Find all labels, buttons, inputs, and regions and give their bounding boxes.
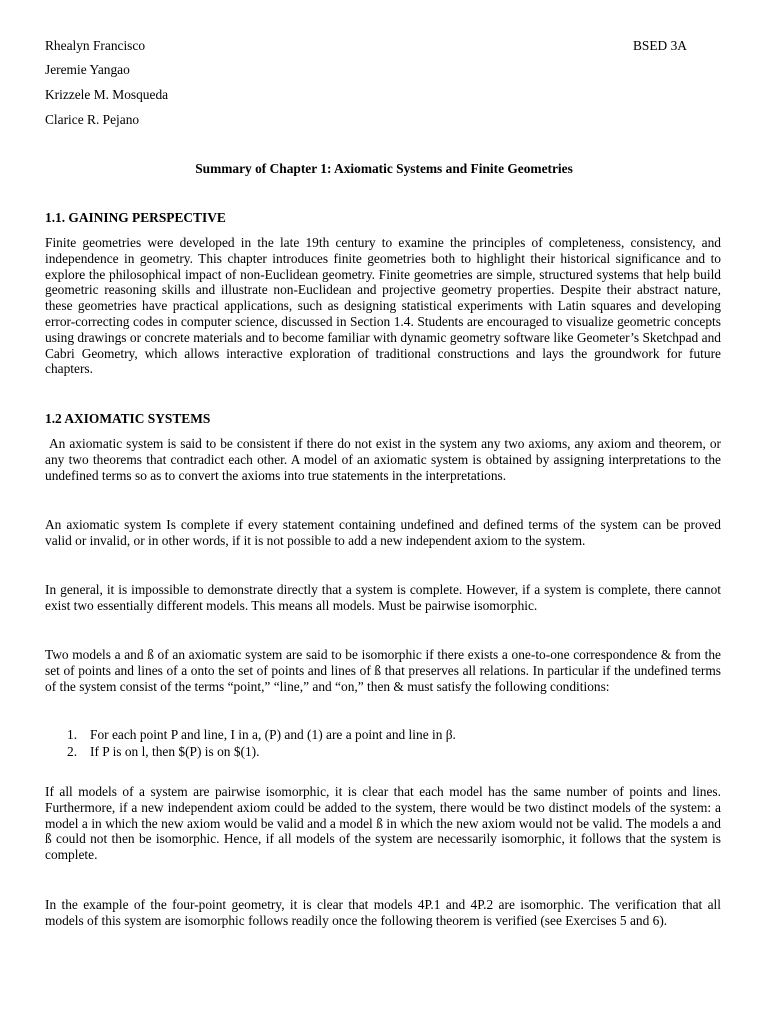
author-name: Jeremie Yangao: [45, 62, 130, 77]
paragraph-consistency: An axiomatic system is said to be consistent if there do not exist in the system any two axioms, any axiom and theorem, or any two theorems that contradict each other. A model of an axiomatic system is obtained by assigning interpretations to the undefined terms so as to convert the axioms into true statements in the interpretations.: [45, 436, 725, 483]
list-number: 2.: [67, 743, 78, 759]
list-number: 1.: [67, 727, 78, 742]
section-heading-axiomatic-systems: 1.2 AXIOMATIC SYSTEMS: [45, 411, 211, 426]
document-title: Summary of Chapter 1: Axiomatic Systems and Finite Geometries: [195, 161, 573, 176]
author-name: Clarice R. Pejano: [45, 112, 140, 127]
author-name: Rhealyn Francisco: [45, 38, 146, 53]
paragraph-four-point-geometry: In the example of the four-point geometry, it is clear that models 4P.1 and 4P.2 are isomorphic. The verification that all models of this system are isomorphic follows readily once the following theorem is verified (see Exercises 5 and 6).: [45, 897, 721, 928]
paragraph-isomorphic-definition: Two models a and ß of an axiomatic system are said to be isomorphic if there exists a one-to-one correspondence & from the set of points and lines of a onto the set of points and lines of ß that preserves all relations. In particular if the undefined terms of the system consist of the terms “point,” “line,” and “on,” then & must satisfy the following conditions:: [45, 647, 721, 694]
class-section: BSED 3A: [633, 38, 687, 53]
conditions-list: [45, 727, 721, 760]
list-item: [45, 744, 721, 761]
paragraph-completeness: An axiomatic system Is complete if every statement containing undefined and defined terms of the system can be proved valid or invalid, or in other words, if it is not possible to add a new independent axiom to the system.: [45, 517, 721, 548]
paragraph-gaining-perspective: Finite geometries were developed in the late 19th century to examine the principles of completeness, consistency, and independence in geometry. This chapter introduces finite geometries both to highlight their historical significance and to explore the philosophical impact of non-Euclidean geometry. Finite geometries are simple, structured systems that help build geometric reasoning skills and illustrate non-Euclidean and projective geometry properties. Despite their abstract nature, these geometries have practical applications, such as designing statistical experiments with Latin squares and developing error-correcting codes in computer science, discussed in Section 1.4. Students are encouraged to visualize geometric concepts using drawings or concrete materials and to become familiar with dynamic geometry software like Geometer’s Sketchpad and Cabri Geometry, which allows interactive exploration of traditional constructions and lays the groundwork for future chapters.: [45, 235, 721, 377]
paragraph-pairwise-isomorphic: In general, it is impossible to demonstrate directly that a system is complete. However, if a system is complete, there cannot exist two essentially different models. This means all models. Must be pairwise isomorphic.: [45, 582, 721, 613]
section-heading-gaining-perspective: 1.1. GAINING PERSPECTIVE: [45, 210, 226, 225]
list-item-text: If P is on l, then $(P) is on $(1).: [90, 743, 260, 759]
paragraph-model-count: If all models of a system are pairwise isomorphic, it is clear that each model has the same number of points and lines. Furthermore, if a new independent axiom could be added to the system, there would be two distinct models of the system: a model a in which the new axiom would be valid and a model ß in which the new axiom would not be valid. The models a and ß could not then be isomorphic. Hence, if all models of the system are necessarily isomorphic, it follows that the system is complete.: [45, 784, 721, 863]
author-name: Krizzele M. Mosqueda: [45, 87, 169, 102]
list-item-text: For each point P and line, I in a, (P) and (1) are a point and line in β.: [90, 727, 456, 742]
list-item: [45, 727, 721, 744]
